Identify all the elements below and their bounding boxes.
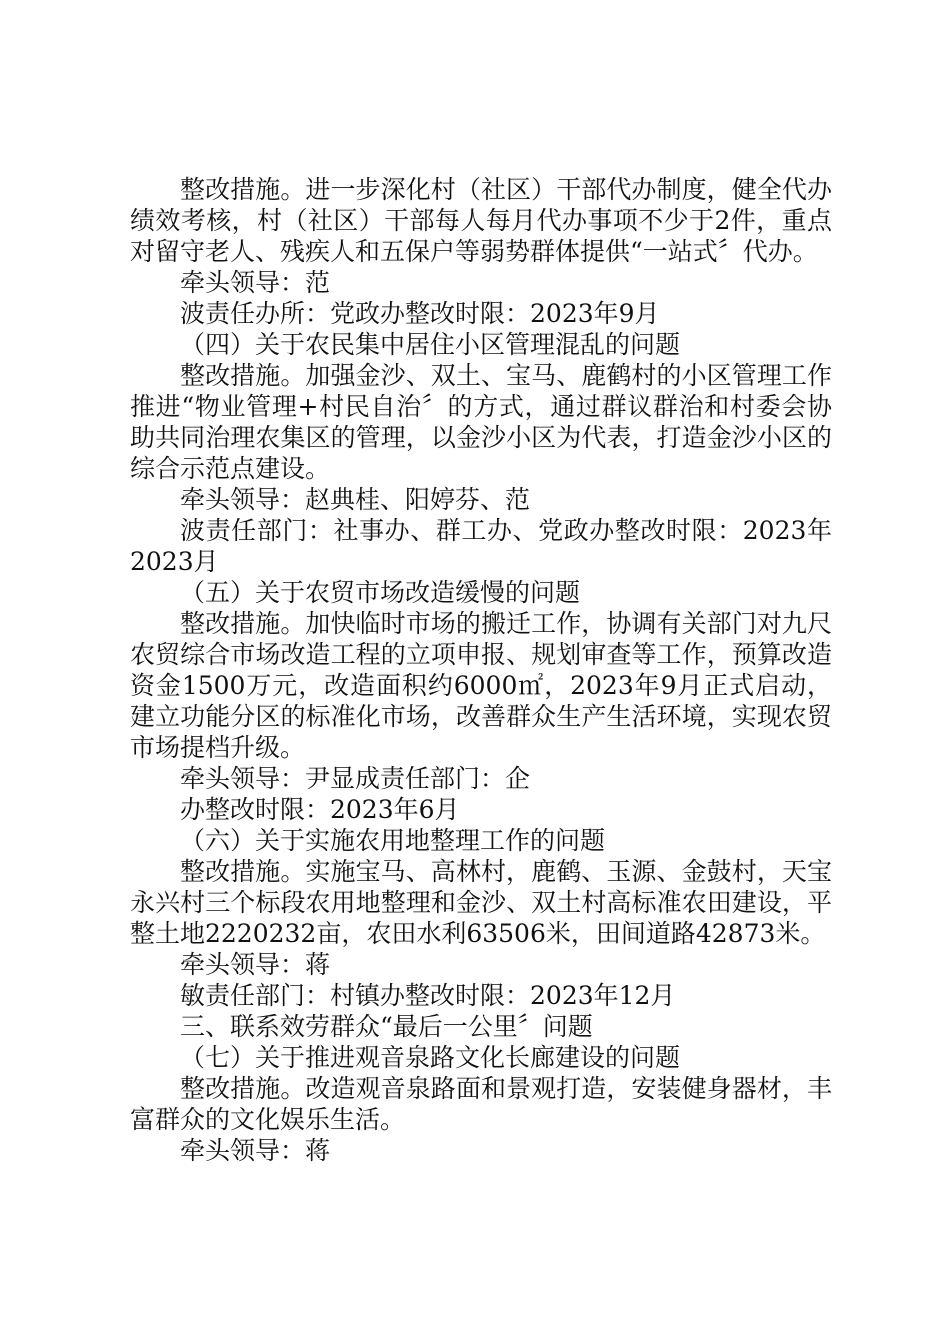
responsibility-line-5: 办整改时限：2023年6月 bbox=[180, 795, 460, 824]
responsibility-line-6: 敏责任部门：村镇办整改时限：2023年12月 bbox=[180, 981, 676, 1010]
paragraph-measures-1: 整改措施。进一步深化村（社区）干部代办制度，健全代办绩效考核，村（社区）干部每人每月代办事项不少于2件，重点对留守老人、残疾人和五保户等弱势群体提供“一站式〞代办。 bbox=[130, 175, 832, 266]
lead-leader-7: 牵头领导：蒋 bbox=[180, 1136, 331, 1165]
lead-leader-5: 牵头领导：尹显成责任部门：企 bbox=[180, 764, 531, 793]
lead-leader-1: 牵头领导：范 bbox=[180, 268, 331, 297]
lead-leader-4: 牵头领导：赵典桂、阳婷芬、范 bbox=[180, 485, 531, 514]
paragraph-measures-7: 整改措施。改造观音泉路面和景观打造，安装健身器材，丰富群众的文化娱乐生活。 bbox=[130, 1074, 832, 1134]
section-heading-6: （六）关于实施农用地整理工作的问题 bbox=[180, 826, 606, 855]
responsibility-line-1: 波责任办所：党政办整改时限：2023年9月 bbox=[180, 299, 660, 328]
chapter-heading-3: 三、联系效劳群众“最后一公里〞问题 bbox=[180, 1012, 593, 1041]
section-heading-5: （五）关于农贸市场改造缓慢的问题 bbox=[180, 578, 581, 607]
section-heading-4: （四）关于农民集中居住小区管理混乱的问题 bbox=[180, 330, 681, 359]
paragraph-measures-5: 整改措施。加快临时市场的搬迁工作，协调有关部门对九尺农贸综合市场改造工程的立项申报、规划审查等工作，预算改造资金1500万元，改造面积约6000㎡，2023年9月正式启动，建立功能分区的标准化市场，改善群众生产生活环境，实现农贸市场提档升级。 bbox=[130, 609, 832, 762]
paragraph-measures-4: 整改措施。加强金沙、双土、宝马、鹿鹤村的小区管理工作推进“物业管理+村民自治〞的方式，通过群议群治和村委会协助共同治理农集区的管理，以金沙小区为代表，打造金沙小区的综合示范点建设。 bbox=[130, 361, 832, 483]
responsibility-line-4b: 2023月 bbox=[130, 547, 219, 576]
responsibility-line-4a: 波责任部门：社事办、群工办、党政办整改时限：2023年 bbox=[180, 516, 832, 545]
document-body bbox=[130, 174, 832, 1166]
lead-leader-6: 牵头领导：蒋 bbox=[180, 950, 331, 979]
paragraph-measures-6: 整改措施。实施宝马、高林村，鹿鹤、玉源、金鼓村，天宝永兴村三个标段农用地整理和金沙、双土村高标准农田建设，平整土地2220232亩，农田水利63506米，田间道路42873米。 bbox=[130, 857, 832, 948]
section-heading-7: （七）关于推进观音泉路文化长廊建设的问题 bbox=[180, 1043, 681, 1072]
